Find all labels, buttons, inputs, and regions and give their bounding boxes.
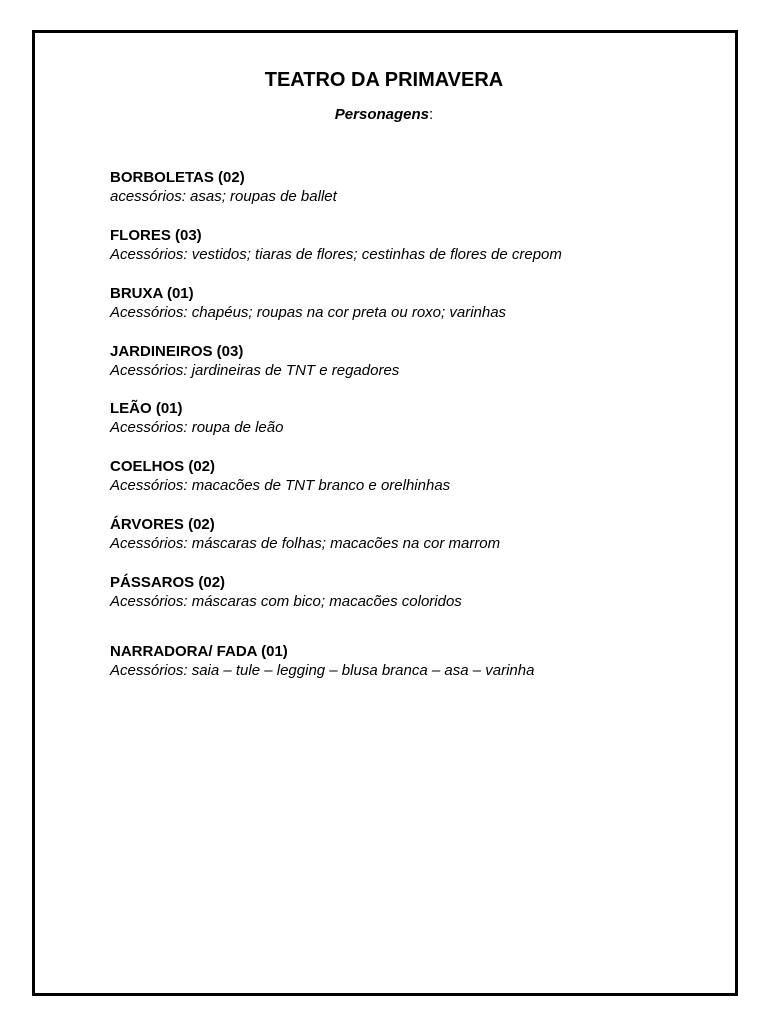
character-name: PÁSSAROS (02) <box>110 574 226 591</box>
character-accessories: Acessórios: saia – tule – legging – blusa branca – asa – varinha <box>110 662 535 679</box>
character-name: LEÃO (01) <box>110 400 183 417</box>
subtitle <box>0 106 768 124</box>
character-name: BORBOLETAS (02) <box>110 169 245 186</box>
character-entry-arvores <box>110 515 730 553</box>
character-entry-bruxa <box>110 284 730 322</box>
character-name: JARDINEIROS (03) <box>110 343 244 360</box>
character-accessories: Acessórios: roupa de leão <box>110 419 284 436</box>
subtitle-suffix: : <box>429 106 434 123</box>
character-entry-flores <box>110 226 730 264</box>
character-name: FLORES (03) <box>110 227 202 244</box>
character-accessories: Acessórios: máscaras com bico; macacões coloridos <box>110 593 462 610</box>
character-name: BRUXA (01) <box>110 285 194 302</box>
character-accessories: Acessórios: jardineiras de TNT e regadores <box>110 362 400 379</box>
character-accessories: Acessórios: chapéus; roupas na cor preta ou roxo; varinhas <box>110 304 507 321</box>
character-accessories: Acessórios: macacões de TNT branco e orelhinhas <box>110 477 451 494</box>
character-accessories: acessórios: asas; roupas de ballet <box>110 188 337 205</box>
character-accessories: Acessórios: máscaras de folhas; macacões na cor marrom <box>110 535 501 552</box>
character-name: NARRADORA/ FADA (01) <box>110 643 288 660</box>
character-entry-leao <box>110 399 730 437</box>
subtitle-label: Personagens <box>334 106 430 123</box>
character-entry-narradora-fada <box>110 642 730 680</box>
character-entry-borboletas <box>110 168 730 206</box>
character-entry-passaros <box>110 573 730 611</box>
character-entry-jardineiros <box>110 342 730 380</box>
character-name: COELHOS (02) <box>110 458 216 475</box>
character-entry-coelhos <box>110 457 730 495</box>
document-title: TEATRO DA PRIMAVERA <box>264 69 504 91</box>
character-name: ÁRVORES (02) <box>110 516 215 533</box>
character-accessories: Acessórios: vestidos; tiaras de flores; cestinhas de flores de crepom <box>110 246 562 263</box>
